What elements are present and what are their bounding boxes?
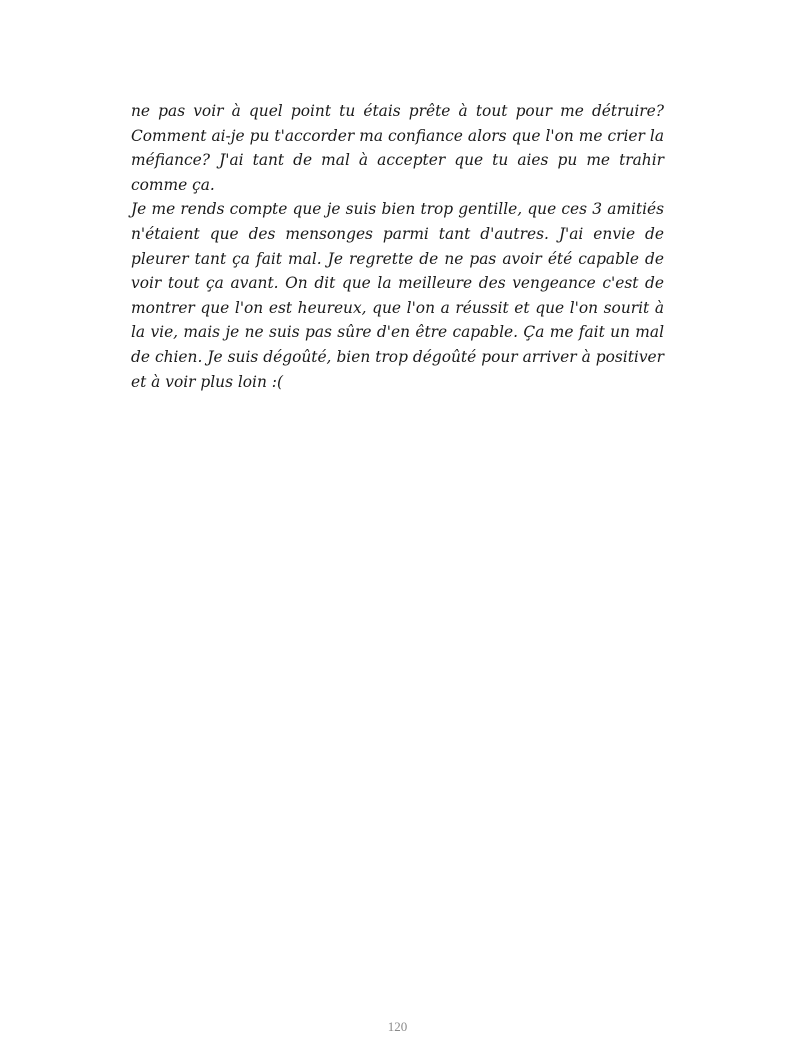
paragraph: ne pas voir à quel point tu étais prête à tout pour me détruire? Comment ai-je pu t'accorder ma confiance alors que l'on me crier la méfiance? J'ai tant de mal à accepter que tu aies pu me trahir comme ça.	[131, 102, 664, 194]
body-text	[131, 99, 664, 394]
paragraph: Je me rends compte que je suis bien trop gentille, que ces 3 amitiés n'étaient que des mensonges parmi tant d'autres. J'ai envie de pleurer tant ça fait mal. Je regrette de ne pas avoir été capable de voir tout ça avant. On dit que la meilleure des vengeance c'est de montrer que l'on est heureux, que l'on a réussit et que l'on sourit à la vie, mais je ne suis pas sûre d'en être capable. Ça me fait un mal de chien. Je suis dégoûté, bien trop dégoûté pour arriver à positiver et à voir plus loin :(	[131, 200, 664, 391]
page-number: 120	[387, 1019, 408, 1034]
